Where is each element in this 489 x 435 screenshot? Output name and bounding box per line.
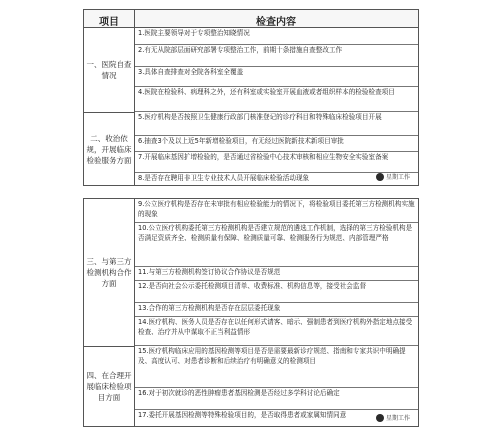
item-14: 14.医疗机构、医务人员是否存在以任何形式请客、暗示、强制患者到医疗机构外指定地点接受检查、治疗并从中谋取不正当利益情形 — [135, 317, 418, 346]
item-7: 7.开展临床基因扩增检验的，是否通过省检验中心技术审核和相应生物安全实验室备案 — [135, 152, 418, 173]
item-3: 3.具体自查排查对全院各科室全覆盖 — [135, 67, 418, 87]
item-5: 5.医疗机构是否按照卫生健康行政部门核准登记的诊疗科目和特殊临床检验项目开展 — [135, 112, 418, 136]
item-17: 17.委托开展基因检测等特殊检验项目的，是否取得患者或家属知情同意 — [138, 411, 347, 419]
inspection-table-page-1 — [83, 9, 419, 186]
watermark-stamp: 星期工作 — [376, 172, 410, 181]
section-label-1: 一、医院自查情况 — [86, 60, 132, 80]
item-4: 4.医院在检验科、病理科之外，还有科室或实验室开展血液或者组织样本的检验检查项目 — [135, 87, 418, 112]
item-6: 6.抽查3个及以上近5年新增检验项目，有无经过医院新技术新项目审批 — [135, 136, 418, 152]
item-2: 2.有无从院部层面研究部署专项整治工作，前期十条措施自查整改工作 — [135, 45, 418, 67]
logo-icon — [376, 173, 384, 181]
section-label-2: 二、收治依规，开展临床检验服务方面 — [86, 133, 132, 165]
item-1: 1.医院主要领导对于专项整治知晓情况 — [135, 28, 418, 45]
item-12: 12.是否向社会公示委托检测项目清单、收费标准、机构信息等，接受社会监督 — [135, 281, 418, 303]
item-8: 8.是否存在聘用非卫生专业技术人员开展临床检验活动现象 — [138, 174, 310, 182]
header-content-col: 检查内容 — [256, 17, 296, 28]
item-16: 16.对于初次就诊的恶性肿瘤患者基因检测是否经过多学科讨论后确定 — [135, 388, 418, 410]
item-15: 15.医疗机构临床应用的基因检测等项目是否是需要最新诊疗规范、指南和专家共识中明确提及、高度认可、对患者诊断和后续治疗有明确意义的检测项目 — [135, 346, 418, 388]
watermark-stamp: 星期工作 — [376, 413, 410, 422]
logo-icon — [376, 414, 384, 422]
item-9: 9.公立医疗机构是否存在未审批有相应检验能力的情况下，将检验项目委托第三方检测机构实施的现象 — [135, 199, 418, 223]
section-label-4: 四、在合理开展临床检验项目方面 — [86, 371, 132, 402]
header-item-col: 项目 — [99, 17, 119, 28]
item-11: 11.与第三方检测机构签订协议合作协议是否规范 — [135, 267, 418, 281]
section-label-3: 三、与第三方检测机构合作方面 — [86, 257, 132, 288]
item-10: 10.公立医疗机构委托第三方检测机构是否建立规范的遴选工作机制，选择的第三方检验机构是否满足资质齐全、检测质量有保障、检测质量可靠、检测服务行为规范、内部管理严格 — [135, 223, 418, 267]
item-13: 13.合作的第三方检测机构是否存在层层委托现象 — [135, 303, 418, 317]
inspection-table-page-2 — [83, 198, 419, 427]
